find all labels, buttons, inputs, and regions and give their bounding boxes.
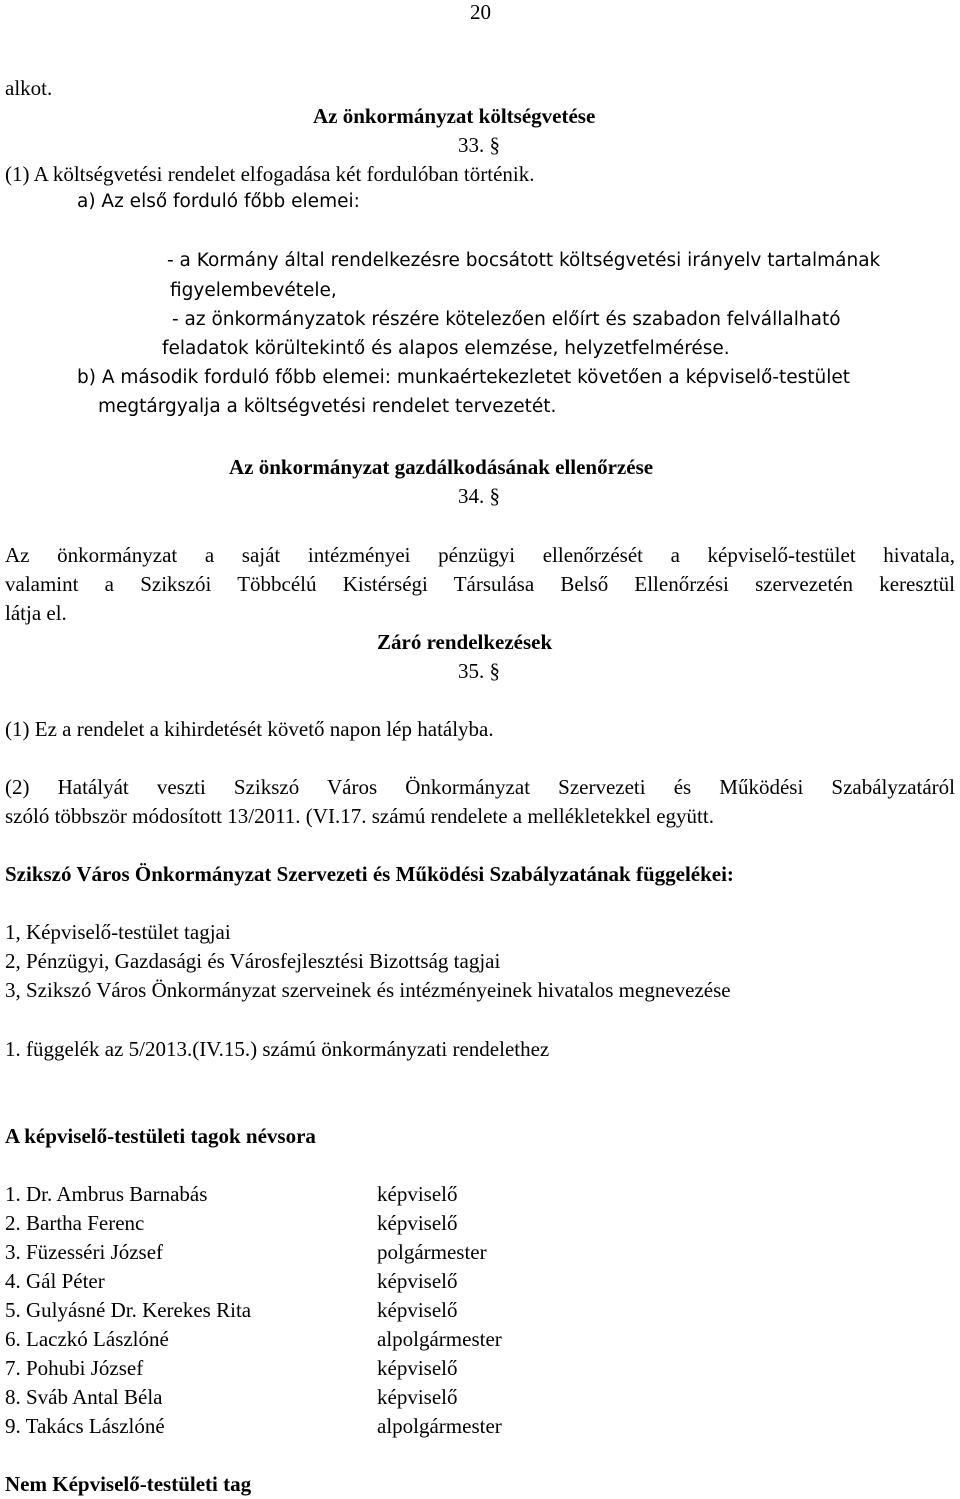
members-heading: A képviselő-testületi tagok névsora <box>5 1124 316 1148</box>
member-role: polgármester <box>377 1240 487 1264</box>
list-item <box>5 1240 487 1264</box>
appendix-item-1: 1, Képviselő-testület tagjai <box>5 920 231 944</box>
member-role: képviselő <box>377 1182 458 1206</box>
member-name: 4. Gál Péter <box>5 1269 105 1293</box>
list-item <box>5 1211 458 1235</box>
non-member-heading: Nem Képviselő-testületi tag <box>5 1472 252 1496</box>
list-item <box>5 1327 502 1351</box>
member-role: képviselő <box>377 1385 458 1409</box>
member-role: alpolgármester <box>377 1327 502 1351</box>
section-33-heading: Az önkormányzat költségvetése <box>313 104 596 128</box>
section-35-paragraph-2-line-1 <box>5 777 955 798</box>
section-35-paragraph-2-line-2: szóló többször módosított 13/2011. (VI.17. számú rendelete a mellékletekkel együtt. <box>5 804 714 828</box>
member-name: 9. Takács Lászlóné <box>5 1414 165 1438</box>
member-name: 5. Gulyásné Dr. Kerekes Rita <box>5 1298 252 1322</box>
member-name: 2. Bartha Ferenc <box>5 1211 145 1235</box>
section-34-paragraph-line-1-text: Az önkormányzat a saját intézményei pénzügyi ellenőrzését a képviselő-testület hivatala, <box>5 543 955 567</box>
section-33-paragraph-1: (1) A költségvetési rendelet elfogadása két fordulóban történik. <box>5 162 535 186</box>
section-34-paragraph-line-1 <box>5 545 955 566</box>
section-34-paragraph-line-2-text: valamint a Szikszói Többcélú Kistérségi Társulása Belső Ellenőrzési szervezetén keresztül <box>5 572 955 596</box>
appendix-item-3: 3, Szikszó Város Önkormányzat szerveinek és intézményeinek hivatalos megnevezése <box>5 978 731 1002</box>
section-35-paragraph-1: (1) Ez a rendelet a kihirdetését követő napon lép hatályba. <box>5 717 494 741</box>
first-round-item-1-line-1: - a Kormány által rendelkezésre bocsátott költségvetési irányelv tartalmának <box>167 250 881 271</box>
appendices-heading: Szikszó Város Önkormányzat Szervezeti és Működési Szabályzatának függelékei: <box>5 862 734 886</box>
list-item <box>5 1385 458 1409</box>
member-role: képviselő <box>377 1211 458 1235</box>
second-round-line-2: megtárgyalja a költségvetési rendelet tervezetét. <box>98 396 557 417</box>
member-name: 6. Laczkó Lászlóné <box>5 1327 169 1351</box>
first-round-item-2-line-2: feladatok körültekintő és alapos elemzése, helyzetfelmérése. <box>162 338 730 359</box>
first-round-item-1-line-2: figyelembevétele, <box>170 280 337 301</box>
list-item <box>5 1182 458 1206</box>
member-name: 3. Füzesséri József <box>5 1240 164 1264</box>
member-name: 1. Dr. Ambrus Barnabás <box>5 1182 208 1206</box>
member-role: képviselő <box>377 1269 458 1293</box>
list-item <box>5 1298 458 1322</box>
member-role: képviselő <box>377 1356 458 1380</box>
first-round-title: a) Az első forduló főbb elemei: <box>77 191 360 212</box>
section-35-paragraph-2-line-1-text: (2) Hatályát veszti Szikszó Város Önkormányzat Szervezeti és Működési Szabályzatáról <box>5 775 955 799</box>
appendix-1-title: 1. függelék az 5/2013.(IV.15.) számú önkormányzati rendelethez <box>5 1037 550 1061</box>
section-33-number: 33. § <box>458 133 500 157</box>
first-round-item-2-line-1: - az önkormányzatok részére kötelezően előírt és szabadon felvállalható <box>172 309 841 330</box>
list-item <box>5 1269 458 1293</box>
appendix-item-2: 2, Pénzügyi, Gazdasági és Városfejlesztési Bizottság tagjai <box>5 949 501 973</box>
intro-fragment: alkot. <box>5 76 53 100</box>
section-35-number: 35. § <box>458 659 500 683</box>
section-34-heading: Az önkormányzat gazdálkodásának ellenőrzése <box>229 455 654 479</box>
list-item <box>5 1414 502 1438</box>
section-35-heading: Záró rendelkezések <box>377 630 553 654</box>
member-name: 8. Sváb Antal Béla <box>5 1385 163 1409</box>
section-34-number: 34. § <box>458 484 500 508</box>
member-name: 7. Pohubi József <box>5 1356 144 1380</box>
second-round-line-1: b) A második forduló főbb elemei: munkaértekezletet követően a képviselő-testület <box>77 367 851 388</box>
page-number: 20 <box>470 0 491 24</box>
member-role: képviselő <box>377 1298 458 1322</box>
section-34-paragraph-line-2 <box>5 574 955 595</box>
list-item <box>5 1356 458 1380</box>
member-role: alpolgármester <box>377 1414 502 1438</box>
section-34-paragraph-line-3: látja el. <box>5 601 67 625</box>
